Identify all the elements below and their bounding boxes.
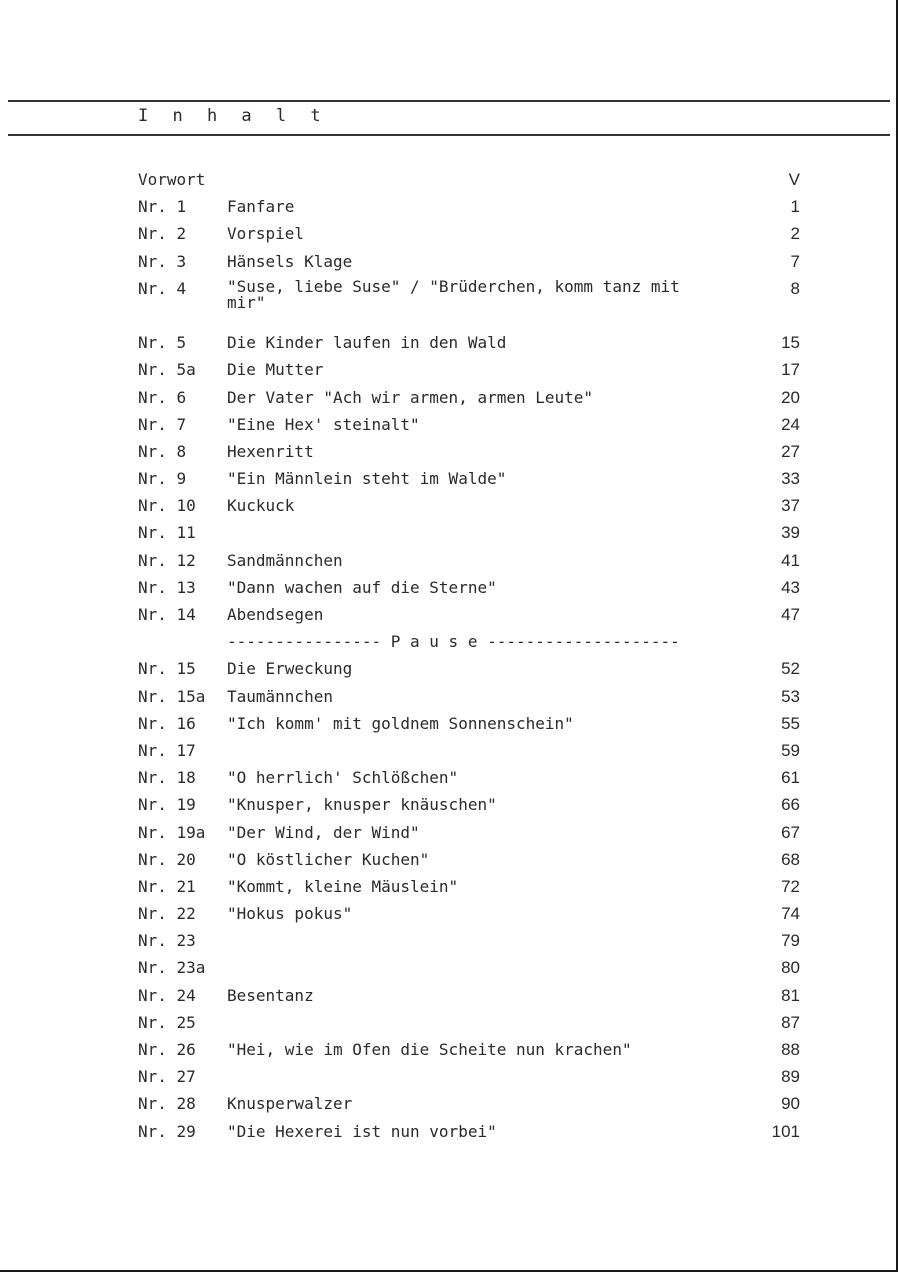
toc-entry: [138, 1122, 800, 1149]
entry-title: Die Kinder laufen in den Wald: [227, 333, 507, 353]
entry-number: Nr. 12: [138, 550, 196, 570]
entry-number: Nr. 19: [138, 795, 196, 815]
toc-entry: [138, 605, 800, 632]
toc-entry: [138, 1013, 800, 1040]
entry-page: 88: [781, 1040, 800, 1060]
entry-number: Nr. 23: [138, 931, 196, 951]
entry-number: Nr. 6: [138, 387, 187, 407]
entry-number: Nr. 15: [138, 659, 196, 679]
entry-number: Nr. 23a: [138, 958, 206, 978]
entry-title: "Hokus pokus": [227, 904, 353, 924]
entries-after-pause: [138, 659, 800, 1148]
entry-page: 87: [781, 1012, 800, 1032]
entry-page: 7: [790, 251, 800, 271]
entry-title: Besentanz: [227, 985, 314, 1005]
toc-entry: [138, 986, 800, 1013]
entry-title: Hänsels Klage: [227, 251, 353, 271]
toc-entry: [138, 1094, 800, 1121]
entry-title: "Eine Hex' steinalt": [227, 414, 420, 434]
entry-number: Nr. 20: [138, 849, 196, 869]
entry-title: Die Mutter: [227, 360, 324, 380]
entry-number: Nr. 10: [138, 496, 196, 516]
toc-entry: [138, 388, 800, 415]
toc-entry: [138, 687, 800, 714]
preface-row: [138, 170, 800, 197]
entry-page: 41: [781, 550, 800, 570]
entry-page: 59: [781, 740, 800, 760]
entry-page: 52: [781, 659, 800, 679]
entry-page: 81: [781, 985, 800, 1005]
toc-entry: [138, 823, 800, 850]
entry-number: Nr. 29: [138, 1121, 196, 1141]
entry-title: "O köstlicher Kuchen": [227, 849, 430, 869]
entry-number: Nr. 26: [138, 1040, 196, 1060]
entry-number: Nr. 24: [138, 985, 196, 1005]
table-of-contents: [138, 170, 800, 1149]
entry-number: Nr. 22: [138, 904, 196, 924]
preface-label: Vorwort: [138, 170, 206, 189]
entry-page: 43: [781, 577, 800, 597]
bottom-rule: [8, 134, 890, 136]
toc-entry: [138, 333, 800, 360]
entry-title: "Ich komm' mit goldnem Sonnenschein": [227, 713, 574, 733]
entry-page: 8: [790, 278, 800, 298]
entry-page: 67: [781, 822, 800, 842]
toc-entry: [138, 360, 800, 387]
entry-page: 72: [781, 876, 800, 896]
entry-title: "Dann wachen auf die Sterne": [227, 577, 497, 597]
entry-page: 79: [781, 931, 800, 951]
entries-before-pause: [138, 197, 800, 632]
toc-entry: [138, 958, 800, 985]
entry-title: Vorspiel: [227, 224, 305, 244]
toc-entry: [138, 551, 800, 578]
entry-title: "O herrlich' Schlößchen": [227, 768, 459, 788]
entry-title: Der Vater "Ach wir armen, armen Leute": [227, 387, 594, 407]
toc-entry: [138, 1067, 800, 1094]
toc-entry: [138, 850, 800, 877]
toc-entry: [138, 197, 800, 224]
entry-number: Nr. 18: [138, 768, 196, 788]
entry-title: Hexenritt: [227, 441, 314, 461]
entry-page: 74: [781, 904, 800, 924]
entry-number: Nr. 15a: [138, 686, 206, 706]
entry-number: Nr. 5: [138, 333, 187, 353]
preface-page: V: [788, 170, 800, 189]
entry-page: 1: [790, 197, 800, 217]
toc-entry: [138, 224, 800, 251]
entry-page: 37: [781, 496, 800, 516]
top-rule: [8, 100, 890, 102]
entry-number: Nr. 1: [138, 197, 187, 217]
toc-entry: [138, 276, 800, 333]
entry-page: 15: [781, 333, 800, 353]
entry-page: 80: [781, 958, 800, 978]
entry-number: Nr. 13: [138, 577, 196, 597]
toc-entry: [138, 904, 800, 931]
entry-page: 66: [781, 795, 800, 815]
entry-page: 68: [781, 849, 800, 869]
entry-title: Knusperwalzer: [227, 1094, 353, 1114]
toc-entry: [138, 578, 800, 605]
entry-title: "Kommt, kleine Mäuslein": [227, 876, 459, 896]
toc-entry: [138, 469, 800, 496]
entry-page: 90: [781, 1094, 800, 1114]
entry-number: Nr. 19a: [138, 822, 206, 842]
toc-entry: [138, 741, 800, 768]
entry-title: Sandmännchen: [227, 550, 343, 570]
entry-page: 39: [781, 523, 800, 543]
entry-number: Nr. 5a: [138, 360, 196, 380]
entry-number: Nr. 3: [138, 251, 187, 271]
entry-number: Nr. 17: [138, 740, 196, 760]
entry-page: 61: [781, 768, 800, 788]
toc-entry: [138, 252, 800, 279]
entry-number: Nr. 14: [138, 605, 196, 625]
entry-page: 47: [781, 605, 800, 625]
toc-entry: [138, 877, 800, 904]
entry-number: Nr. 7: [138, 414, 187, 434]
entry-title: "Ein Männlein steht im Walde": [227, 469, 507, 489]
pause-divider: ---------------- P a u s e --------------------: [227, 632, 680, 652]
entry-page: 27: [781, 441, 800, 461]
entry-title: Abendsegen: [227, 605, 324, 625]
toc-entry: [138, 931, 800, 958]
entry-title: Taumännchen: [227, 686, 333, 706]
entry-page: 53: [781, 686, 800, 706]
entry-page: 17: [781, 360, 800, 380]
toc-entry: [138, 795, 800, 822]
entry-title: "Suse, liebe Suse" / "Brüderchen, komm tanz mit mir": [227, 276, 680, 312]
entry-page: 101: [771, 1121, 800, 1141]
entry-number: Nr. 21: [138, 876, 196, 896]
entry-number: Nr. 25: [138, 1012, 196, 1032]
entry-title: "Der Wind, der Wind": [227, 822, 420, 842]
entry-number: Nr. 16: [138, 713, 196, 733]
entry-title: "Die Hexerei ist nun vorbei": [227, 1121, 497, 1141]
toc-entry: [138, 442, 800, 469]
toc-entry: [138, 1040, 800, 1067]
entry-page: 55: [781, 713, 800, 733]
entry-page: 33: [781, 469, 800, 489]
entry-title: "Knusper, knusper knäuschen": [227, 795, 497, 815]
entry-title: Kuckuck: [227, 496, 295, 516]
entry-page: 20: [781, 387, 800, 407]
toc-entry: [138, 714, 800, 741]
entry-number: Nr. 28: [138, 1094, 196, 1114]
pause-row: [138, 632, 800, 659]
entry-title: Fanfare: [227, 197, 295, 217]
entry-number: Nr. 9: [138, 469, 187, 489]
entry-title: Die Erweckung: [227, 659, 353, 679]
toc-entry: [138, 496, 800, 523]
toc-entry: [138, 768, 800, 795]
entry-title: "Hei, wie im Ofen die Scheite nun krachen": [227, 1040, 632, 1060]
entry-number: Nr. 27: [138, 1067, 196, 1087]
toc-entry: [138, 659, 800, 686]
toc-entry: [138, 523, 800, 550]
entry-page: 2: [790, 224, 800, 244]
toc-entry: [138, 415, 800, 442]
entry-number: Nr. 11: [138, 523, 196, 543]
entry-number: Nr. 8: [138, 441, 187, 461]
entry-number: Nr. 2: [138, 224, 187, 244]
entry-page: 89: [781, 1067, 800, 1087]
entry-page: 24: [781, 414, 800, 434]
entry-number: Nr. 4: [138, 278, 187, 298]
page-title: I n h a l t: [138, 106, 328, 126]
